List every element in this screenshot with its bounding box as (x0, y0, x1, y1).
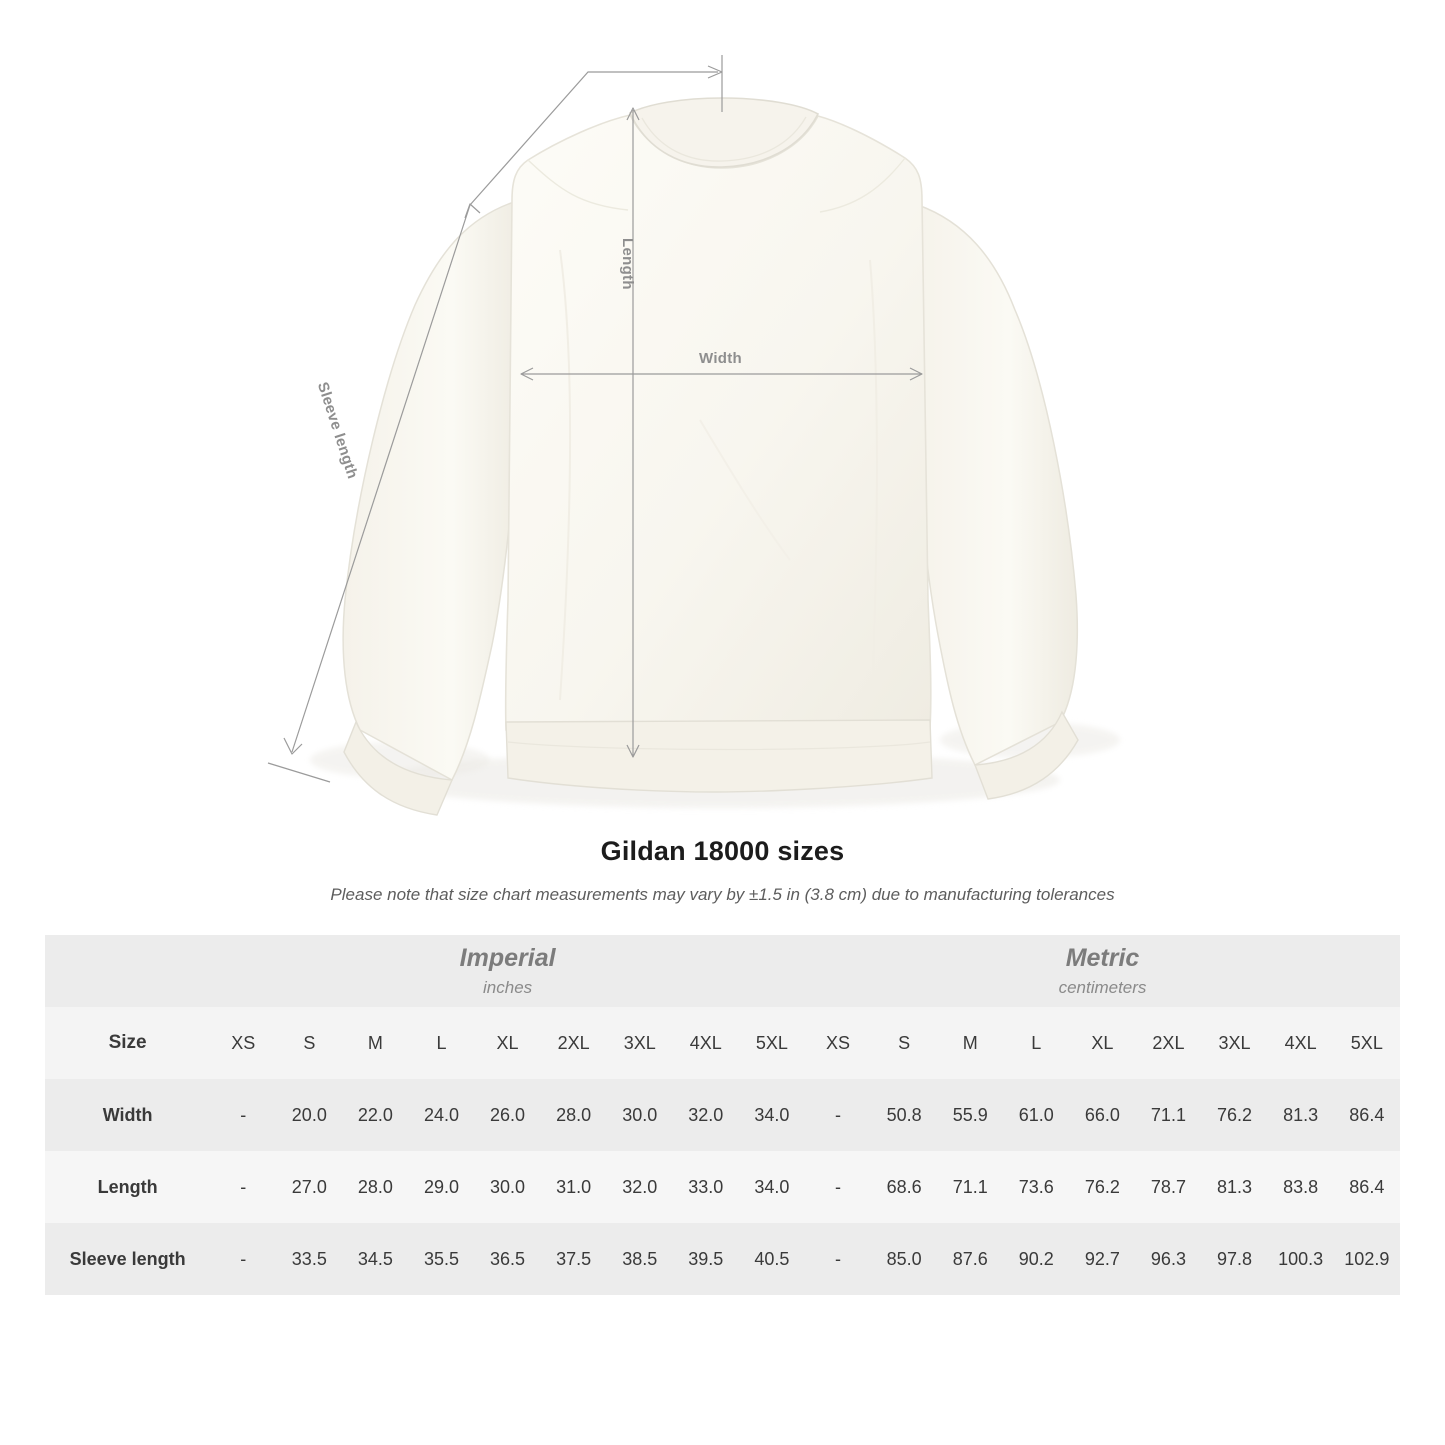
cell-length-xl-in: 30.0 (475, 1151, 541, 1223)
cell-length-5xl-in: 34.0 (739, 1151, 805, 1223)
table-row (45, 1223, 1400, 1295)
cell-width-s-in: 20.0 (276, 1079, 342, 1151)
col-header-2xl-metric: 2XL (1135, 1007, 1201, 1079)
cell-width-3xl-cm: 76.2 (1201, 1079, 1267, 1151)
cell-width-xs-in: - (210, 1079, 276, 1151)
cell-width-xl-in: 26.0 (475, 1079, 541, 1151)
cell-sleeve-m-in: 34.5 (342, 1223, 408, 1295)
cell-sleeve-5xl-in: 40.5 (739, 1223, 805, 1295)
table-row (45, 1151, 1400, 1223)
cell-length-5xl-cm: 86.4 (1334, 1151, 1400, 1223)
cell-sleeve-4xl-in: 39.5 (673, 1223, 739, 1295)
col-header-xs-imperial: XS (210, 1007, 276, 1079)
col-header-m-imperial: M (342, 1007, 408, 1079)
cell-length-l-cm: 73.6 (1003, 1151, 1069, 1223)
imperial-unit-sub: inches (483, 978, 533, 998)
cell-width-l-cm: 61.0 (1003, 1079, 1069, 1151)
col-header-s-metric: S (871, 1007, 937, 1079)
metric-unit-name: Metric (1065, 943, 1140, 972)
sleeve-length-label: Sleeve length (313, 380, 362, 481)
cell-length-3xl-in: 32.0 (607, 1151, 673, 1223)
cell-sleeve-xs-in: - (210, 1223, 276, 1295)
row-label-sleeve-length: Sleeve length (45, 1223, 210, 1295)
cell-width-m-cm: 55.9 (937, 1079, 1003, 1151)
metric-unit-sub: centimeters (1058, 978, 1147, 998)
col-header-s-imperial: S (276, 1007, 342, 1079)
cell-width-3xl-in: 30.0 (607, 1079, 673, 1151)
cell-width-5xl-in: 34.0 (739, 1079, 805, 1151)
cell-length-2xl-cm: 78.7 (1135, 1151, 1201, 1223)
cell-length-xs-in: - (210, 1151, 276, 1223)
cell-width-xl-cm: 66.0 (1069, 1079, 1135, 1151)
tolerance-note: Please note that size chart measurements may vary by ±1.5 in (3.8 cm) due to manufacturing tolerances (330, 885, 1115, 904)
col-header-4xl-metric: 4XL (1268, 1007, 1334, 1079)
col-header-2xl-imperial: 2XL (541, 1007, 607, 1079)
col-header-xs-metric: XS (805, 1007, 871, 1079)
unit-band-row (45, 935, 1400, 1007)
cell-sleeve-5xl-cm: 102.9 (1334, 1223, 1400, 1295)
cell-sleeve-s-cm: 85.0 (871, 1223, 937, 1295)
cell-sleeve-2xl-cm: 96.3 (1135, 1223, 1201, 1295)
title-block (0, 836, 1445, 905)
cell-length-2xl-in: 31.0 (541, 1151, 607, 1223)
col-header-xl-imperial: XL (475, 1007, 541, 1079)
cell-width-m-in: 22.0 (342, 1079, 408, 1151)
cell-width-2xl-cm: 71.1 (1135, 1079, 1201, 1151)
row-label-width: Width (45, 1079, 210, 1151)
col-header-4xl-imperial: 4XL (673, 1007, 739, 1079)
cell-sleeve-2xl-in: 37.5 (541, 1223, 607, 1295)
metric-unit-cell (805, 935, 1400, 1007)
cell-width-4xl-in: 32.0 (673, 1079, 739, 1151)
size-chart-table-wrapper (0, 935, 1445, 1295)
col-header-3xl-metric: 3XL (1201, 1007, 1267, 1079)
col-header-l-imperial: L (408, 1007, 474, 1079)
cell-width-xs-cm: - (805, 1079, 871, 1151)
col-header-xl-metric: XL (1069, 1007, 1135, 1079)
cell-sleeve-s-in: 33.5 (276, 1223, 342, 1295)
cell-width-2xl-in: 28.0 (541, 1079, 607, 1151)
length-label: Length (619, 238, 636, 290)
cell-sleeve-xl-in: 36.5 (475, 1223, 541, 1295)
row-label-length: Length (45, 1151, 210, 1223)
cell-sleeve-xs-cm: - (805, 1223, 871, 1295)
cell-length-s-cm: 68.6 (871, 1151, 937, 1223)
imperial-unit-cell (210, 935, 805, 1007)
width-label: Width (699, 350, 743, 367)
cell-length-m-cm: 71.1 (937, 1151, 1003, 1223)
cell-sleeve-xl-cm: 92.7 (1069, 1223, 1135, 1295)
cell-sleeve-m-cm: 87.6 (937, 1223, 1003, 1295)
cell-length-3xl-cm: 81.3 (1201, 1151, 1267, 1223)
col-header-m-metric: M (937, 1007, 1003, 1079)
cell-length-xl-cm: 76.2 (1069, 1151, 1135, 1223)
cell-length-m-in: 28.0 (342, 1151, 408, 1223)
cell-sleeve-l-cm: 90.2 (1003, 1223, 1069, 1295)
cell-sleeve-3xl-cm: 97.8 (1201, 1223, 1267, 1295)
cell-width-s-cm: 50.8 (871, 1079, 937, 1151)
cell-sleeve-4xl-cm: 100.3 (1268, 1223, 1334, 1295)
size-header-cell: Size (45, 1007, 210, 1079)
cell-length-s-in: 27.0 (276, 1151, 342, 1223)
col-header-l-metric: L (1003, 1007, 1069, 1079)
cell-width-5xl-cm: 86.4 (1334, 1079, 1400, 1151)
cell-length-l-in: 29.0 (408, 1151, 474, 1223)
unit-band-spacer (45, 935, 210, 1007)
size-chart-table (45, 935, 1400, 1295)
cell-width-l-in: 24.0 (408, 1079, 474, 1151)
cell-length-4xl-in: 33.0 (673, 1151, 739, 1223)
page-title: Gildan 18000 sizes (600, 836, 845, 866)
cell-sleeve-3xl-in: 38.5 (607, 1223, 673, 1295)
col-header-3xl-imperial: 3XL (607, 1007, 673, 1079)
column-header-row (45, 1007, 1400, 1079)
cell-length-xs-cm: - (805, 1151, 871, 1223)
imperial-unit-name: Imperial (459, 943, 556, 972)
cell-width-4xl-cm: 81.3 (1268, 1079, 1334, 1151)
table-row (45, 1079, 1400, 1151)
col-header-5xl-imperial: 5XL (739, 1007, 805, 1079)
cell-sleeve-l-in: 35.5 (408, 1223, 474, 1295)
cell-length-4xl-cm: 83.8 (1268, 1151, 1334, 1223)
col-header-5xl-metric: 5XL (1334, 1007, 1400, 1079)
